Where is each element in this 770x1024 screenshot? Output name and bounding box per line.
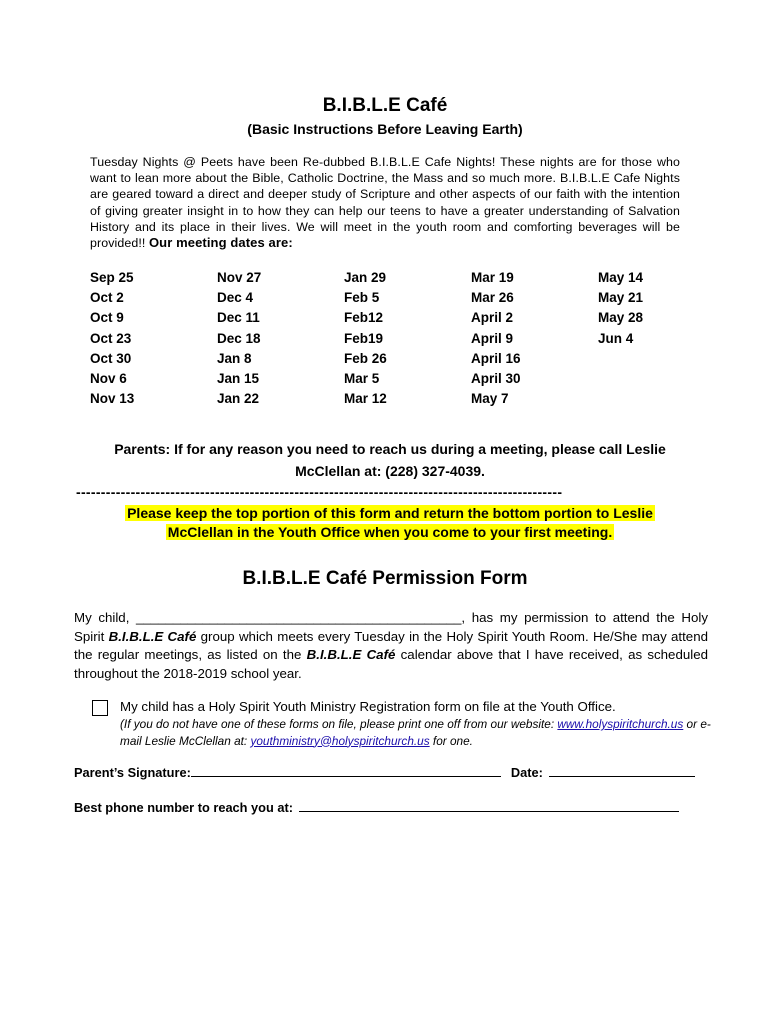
consent-text-2: group which meets every Tuesday in the Holy Spirit Youth Room. He/She may attend the regular meetings, as listed on the bbox=[74, 628, 708, 663]
note-text-1: (If you do not have one of these forms on file, please print one off from our website: bbox=[120, 717, 558, 731]
email-link[interactable]: youthministry@holyspiritchurch.us bbox=[250, 733, 430, 748]
form-title: B.I.B.L.E Café Permission Form bbox=[242, 568, 528, 589]
date-item: Oct 23 bbox=[90, 330, 132, 346]
date-item: Dec 11 bbox=[217, 310, 260, 326]
date-item: Mar 19 bbox=[471, 270, 514, 285]
date-item: May 7 bbox=[471, 391, 509, 407]
signature-row bbox=[74, 764, 708, 780]
date-item: Jan 22 bbox=[217, 391, 260, 407]
date-item: Nov 13 bbox=[90, 391, 135, 407]
date-item: Jan 15 bbox=[217, 370, 260, 386]
date-item: May 14 bbox=[598, 270, 644, 285]
date-item: Mar 26 bbox=[471, 290, 514, 306]
date-item: Nov 27 bbox=[217, 270, 262, 285]
page-title: B.I.B.L.E Café bbox=[322, 95, 448, 116]
parents-contact-notice: Parents: If for any reason you need to reach us during a meeting, please call Leslie McClellan at: (228) 327-4039. bbox=[114, 441, 666, 479]
date-item: Feb 26 bbox=[344, 350, 387, 366]
checkbox-label: My child has a Holy Spirit Youth Ministry Registration form on file at the Youth Office. bbox=[120, 699, 616, 714]
dates-column-2 bbox=[217, 268, 344, 409]
intro-paragraph bbox=[90, 154, 680, 251]
date-item: May 21 bbox=[598, 290, 644, 306]
dates-heading: Our meeting dates are: bbox=[148, 235, 293, 251]
consent-text-3: calendar above that I have received, as scheduled throughout the 2018-2019 school year. bbox=[74, 647, 708, 681]
note-text-3: for one. bbox=[429, 733, 473, 748]
registration-checkbox[interactable] bbox=[92, 700, 108, 716]
meeting-dates-table bbox=[90, 268, 730, 409]
date-item: Oct 2 bbox=[90, 290, 124, 306]
intro-text: Tuesday Nights @ Peets have been Re-dubbed B.I.B.L.E Cafe Nights! These nights are for those who want to lean more about the Bible, Catholic Doctrine, the Mass and so much more. B.I.B.L.E Cafe Nights are geared toward a direct and deeper study of Scripture and other aspects of our faith with the intention of giving greater insight in to how they can help our teens to have a greater understanding of Salvation History and its place in their lives. We will meet in the youth room and comforting beverages will be provided!! bbox=[90, 155, 680, 251]
date-item: Oct 30 bbox=[90, 350, 132, 366]
date-item: April 16 bbox=[471, 350, 521, 366]
date-item: Nov 6 bbox=[90, 370, 127, 386]
return-notice-line-2: McClellan in the Youth Office when you come to your first meeting. bbox=[167, 524, 613, 540]
phone-line[interactable] bbox=[299, 799, 679, 812]
date-item: Mar 5 bbox=[344, 370, 380, 386]
return-notice bbox=[80, 504, 700, 542]
date-item: May 28 bbox=[598, 310, 644, 326]
signature-label: Parent’s Signature: bbox=[74, 765, 191, 780]
note-text-2: or e-mail Leslie McClellan at: bbox=[120, 717, 711, 748]
dates-column-4 bbox=[471, 268, 598, 409]
signature-line[interactable] bbox=[191, 764, 501, 777]
dates-column-1 bbox=[90, 268, 217, 409]
date-item: Feb19 bbox=[344, 330, 384, 346]
dates-column-5 bbox=[598, 268, 725, 409]
program-name: B.I.B.L.E Café bbox=[108, 628, 197, 644]
date-item: Dec 18 bbox=[217, 330, 261, 346]
date-item: Dec 4 bbox=[217, 290, 254, 306]
dates-column-3 bbox=[344, 268, 471, 409]
consent-text-1: My child, ____________________________________________, has my permission to attend the Holy Spirit bbox=[74, 610, 708, 644]
date-item: Feb12 bbox=[344, 310, 384, 326]
phone-label: Best phone number to reach you at: bbox=[74, 800, 293, 815]
date-item: April 30 bbox=[471, 370, 521, 386]
website-link[interactable]: www.holyspiritchurch.us bbox=[557, 717, 684, 731]
return-notice-line-1: Please keep the top portion of this form and return the bottom portion to Leslie bbox=[127, 505, 653, 521]
date-item: April 9 bbox=[471, 330, 514, 346]
date-line[interactable] bbox=[549, 764, 695, 777]
program-name: B.I.B.L.E Café bbox=[306, 647, 396, 663]
date-item: Jan 8 bbox=[217, 350, 252, 366]
phone-row bbox=[74, 799, 708, 815]
date-item: April 2 bbox=[471, 310, 514, 326]
consent-paragraph bbox=[74, 609, 708, 683]
date-item: Jun 4 bbox=[598, 330, 634, 346]
date-label: Date: bbox=[510, 765, 543, 780]
date-item: Jan 29 bbox=[344, 270, 387, 285]
checkbox-note bbox=[120, 716, 720, 749]
cut-line-divider: -------------------------------------------------------------------------------------------------- bbox=[76, 484, 563, 500]
date-item: Mar 12 bbox=[344, 391, 387, 407]
page-subtitle: (Basic Instructions Before Leaving Earth) bbox=[247, 121, 523, 137]
date-item: Sep 25 bbox=[90, 270, 134, 285]
date-item: Feb 5 bbox=[344, 290, 380, 306]
date-item: Oct 9 bbox=[90, 310, 124, 326]
